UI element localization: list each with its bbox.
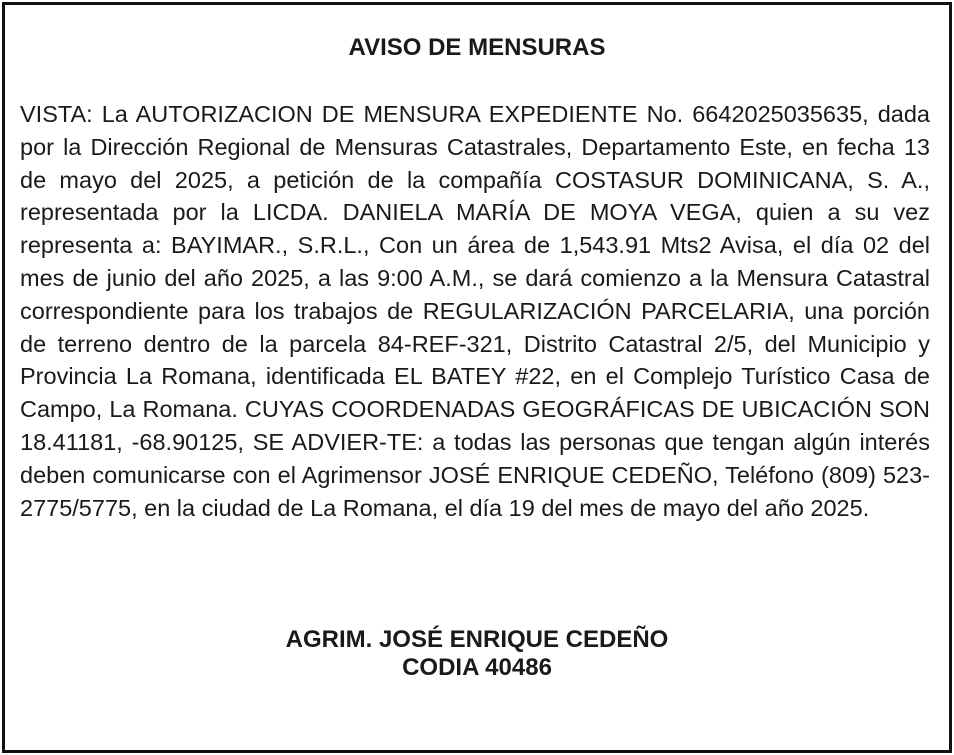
notice-title: AVISO DE MENSURAS	[348, 34, 606, 61]
signature-codia: CODIA 40486	[402, 654, 552, 681]
notice-body: VISTA: La AUTORIZACION DE MENSURA EXPEDIENTE No. 6642025035635, dada por la Dirección Regional de Mensuras Catastrales, Departamento Este, en fecha 13 de mayo del 2025, a petición de la compañía COSTASUR DOMINICANA, S. A., representada por la LICDA. DANIELA MARÍA DE MOYA VEGA, quien a su vez representa a: BAYIMAR., S.R.L., Con un área de 1,543.91 Mts2 Avisa, el día 02 del mes de junio del año 2025, a las 9:00 A.M., se dará comienzo a la Mensura Catastral correspondiente para los trabajos de REGULARIZACIÓN PARCELARIA, una porción de terreno dentro de la parcela 84-REF-321, Distrito Catastral 2/5, del Municipio y Provincia La Romana, identificada EL BATEY #22, en el Complejo Turístico Casa de Campo, La Romana. CUYAS COORDENADAS GEOGRÁFICAS DE UBICACIÓN SON 18.41181, -68.90125, SE ADVIER-TE: a todas las personas que tengan algún interés deben comunicarse con el Agrimensor JOSÉ ENRIQUE CEDEÑO, Teléfono (809) 523-2775/5775, en la ciudad de La Romana, el día 19 del mes de mayo del año 2025.	[20, 101, 930, 521]
signature-name: AGRIM. JOSÉ ENRIQUE CEDEÑO	[285, 626, 669, 653]
notice-box	[2, 2, 952, 753]
